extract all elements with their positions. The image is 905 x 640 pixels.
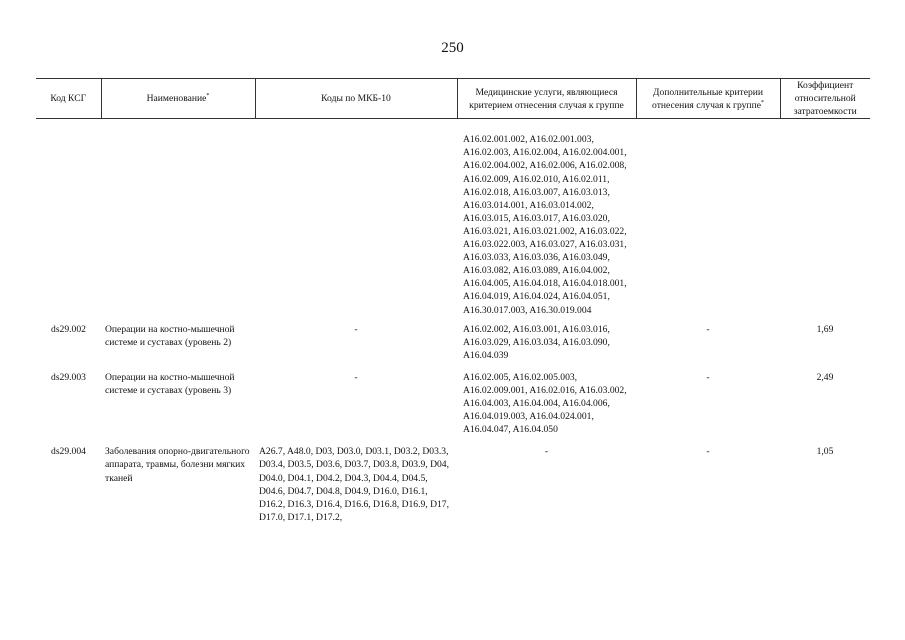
table-row — [36, 119, 870, 323]
cell-extra — [636, 119, 780, 323]
table-row — [36, 323, 870, 371]
cell-name: Операции на костно-мышечной системе и суставах (уровень 2) — [105, 323, 235, 348]
table-row — [36, 445, 870, 533]
cell-coef: 2,49 — [816, 371, 834, 383]
header-mkb: Коды по МКБ-10 — [255, 79, 457, 119]
cell-name — [101, 119, 255, 323]
header-name-footnote-mark: * — [206, 92, 210, 99]
cell-name: Заболевания опорно-двигательного аппарата, травмы, болезни мягких тканей — [105, 446, 250, 484]
cell-extra: - — [706, 371, 710, 383]
cell-name: Операции на костно-мышечной системе и суставах (уровень 3) — [105, 371, 235, 396]
cell-coef — [780, 119, 870, 323]
header-services: Медицинские услуги, являющиеся критерием отнесения случая к группе — [457, 79, 636, 119]
cell-extra: - — [706, 446, 710, 458]
ksg-table — [36, 78, 870, 533]
cell-services: A16.02.001.002, A16.02.001.003, A16.02.003, A16.02.004, A16.02.004.001, A16.02.004.002, A16.02.006, A16.02.008, A16.02.009, A16.02.010, A16.02.011, A16.02.018, A16.03.007, A16.03.013, A16.03.014.001, A16.03.014.002, A16.03.015, A16.03.017, A16.03.020, A16.03.021, A16.03.021.002, A16.03.022, A16.03.022.003, A16.03.027, A16.03.031, A16.03.033, A16.03.036, A16.03.049, A16.03.082, A16.03.089, A16.04.002, A16.04.005, A16.04.018, A16.04.018.001, A16.04.019, A16.04.024, A16.04.051, A16.30.017.003, A16.30.019.004 — [463, 134, 627, 316]
cell-mkb: - — [354, 371, 358, 383]
cell-mkb: - — [354, 323, 358, 335]
cell-services: A16.02.005, A16.02.005.003, A16.02.009.001, A16.02.016, A16.03.002, A16.04.003, A16.04.004, A16.04.006, A16.04.019.003, A16.04.024.001, A16.04.047, A16.04.050 — [463, 371, 627, 436]
header-name-label: Наименование — [146, 93, 207, 105]
header-code: Код КСГ — [36, 79, 101, 119]
cell-code — [36, 119, 101, 323]
cell-mkb: A26.7, A48.0, D03, D03.0, D03.1, D03.2, D03.3, D03.4, D03.5, D03.6, D03.7, D03.8, D03.9, D04, D04.0, D04.1, D04.2, D04.3, D04.4, D04.5, D04.6, D04.7, D04.8, D04.9, D16.0, D16.1, D16.2, D16.3, D16.4, D16.6, D16.8, D16.9, D17, D17.0, D17.1, D17.2, — [259, 446, 450, 523]
cell-mkb — [255, 119, 457, 323]
cell-services: A16.02.002, A16.03.001, A16.03.016, A16.03.029, A16.03.034, A16.03.090, A16.04.039 — [463, 323, 610, 361]
cell-extra: - — [706, 323, 710, 335]
cell-code: ds29.004 — [51, 446, 86, 458]
header-name — [101, 79, 255, 119]
header-extra-label: Дополнительные критерии отнесения случая к группе — [652, 86, 764, 111]
header-extra-footnote-mark: * — [760, 99, 764, 106]
table-row — [36, 371, 870, 445]
cell-coef: 1,69 — [816, 323, 834, 335]
page-number: 250 — [441, 40, 464, 56]
header-row — [36, 79, 870, 119]
header-coefficient: Коэффициент относительной затратоемкости — [780, 79, 870, 119]
header-extra-criteria — [636, 79, 780, 119]
cell-code: ds29.003 — [51, 371, 86, 383]
cell-code: ds29.002 — [51, 323, 86, 335]
table-body — [36, 119, 870, 533]
table-header — [36, 79, 870, 119]
cell-coef: 1,05 — [816, 446, 834, 458]
cell-services: - — [544, 446, 549, 458]
